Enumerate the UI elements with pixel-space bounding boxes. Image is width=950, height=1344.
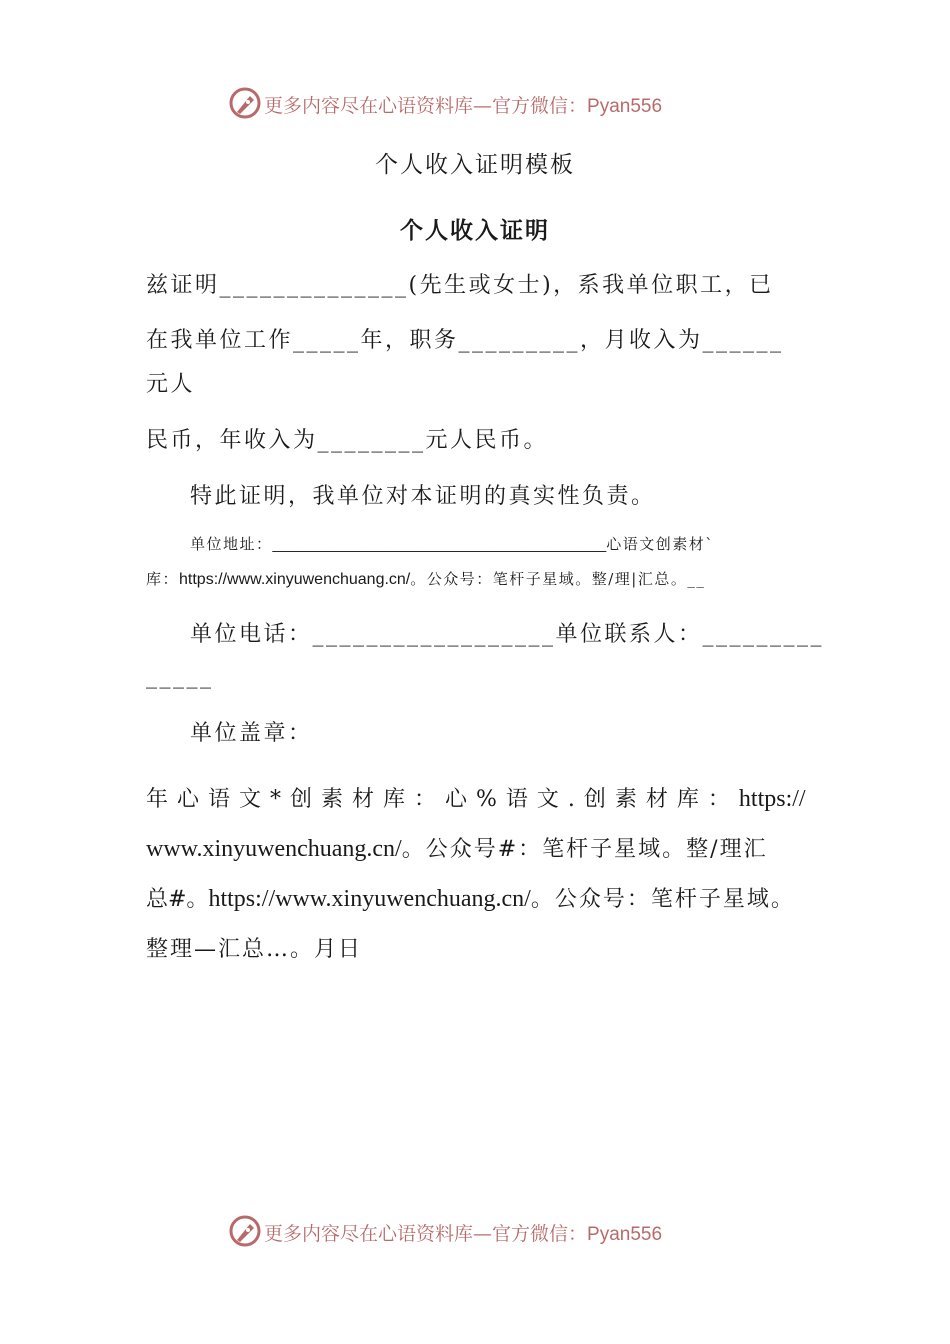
certify-line-4: 民币，年收入为________元人民币。 (146, 428, 549, 453)
address-label: 单位地址： (190, 535, 273, 553)
phone-contact-line-cont: _____ (146, 664, 214, 689)
website-prefix: 库： (146, 570, 180, 588)
document-subtitle: 个人收入证明 (400, 217, 550, 244)
footer-para-line-1-cn: 年心语文*创素材库：心%语文.创素材库： (146, 787, 739, 812)
certify-line-3: 元人 (146, 372, 196, 397)
website-line (146, 568, 705, 589)
footer-para-line-3 (146, 882, 795, 913)
phone-contact-line: 单位电话：__________________单位联系人：_________ (190, 622, 825, 647)
website-url: https://www.xinyuwenchuang.cn/ (179, 571, 411, 588)
certify-statement: 特此证明，我单位对本证明的真实性负责。 (190, 484, 656, 509)
footer-para-line-2 (146, 832, 768, 863)
footer-banner (0, 1212, 950, 1252)
address-line (190, 533, 714, 554)
pen-nib-icon (228, 86, 262, 120)
banner-wechat-id: Pyan556 (587, 1224, 663, 1245)
footer-para-line-3-url: https://www.xinyuwenchuang.cn/ (208, 886, 531, 912)
address-tail: 心语文创素材` (606, 535, 715, 553)
pen-nib-icon (228, 1214, 262, 1248)
banner-text-cn: 更多内容尽在心语资料库—官方微信： (264, 1223, 588, 1245)
certify-line-2: 在我单位工作_____年，职务_________，月收入为______ (146, 328, 784, 353)
footer-para-line-1-url: https:// (738, 786, 806, 812)
address-blank: ________________________________________ (272, 536, 607, 553)
footer-para-line-1 (146, 782, 806, 813)
website-rest: 。公众号：笔杆子星域。整/理|汇总。__ (410, 570, 706, 588)
footer-para-line-3-c: 。公众号：笔杆子星域。 (530, 887, 795, 912)
document-title: 个人收入证明模板 (375, 152, 575, 178)
footer-para-line-4: 整理—汇总…。月日 (146, 937, 363, 962)
banner-text-cn: 更多内容尽在心语资料库—官方微信： (264, 95, 588, 117)
footer-para-line-2-url: www.xinyuwenchuang.cn/ (146, 836, 402, 862)
footer-para-line-2-cn: 。公众号#：笔杆子星域。整/理汇 (401, 837, 768, 862)
banner-text (264, 91, 662, 118)
banner-wechat-id: Pyan556 (587, 96, 663, 117)
seal-line: 单位盖章： (190, 721, 313, 746)
footer-para-line-3-a: 总#。 (146, 887, 209, 912)
certify-line-1: 兹证明______________(先生或女士)，系我单位职工，已 (146, 273, 774, 298)
header-banner (0, 84, 950, 124)
banner-text (264, 1219, 662, 1246)
